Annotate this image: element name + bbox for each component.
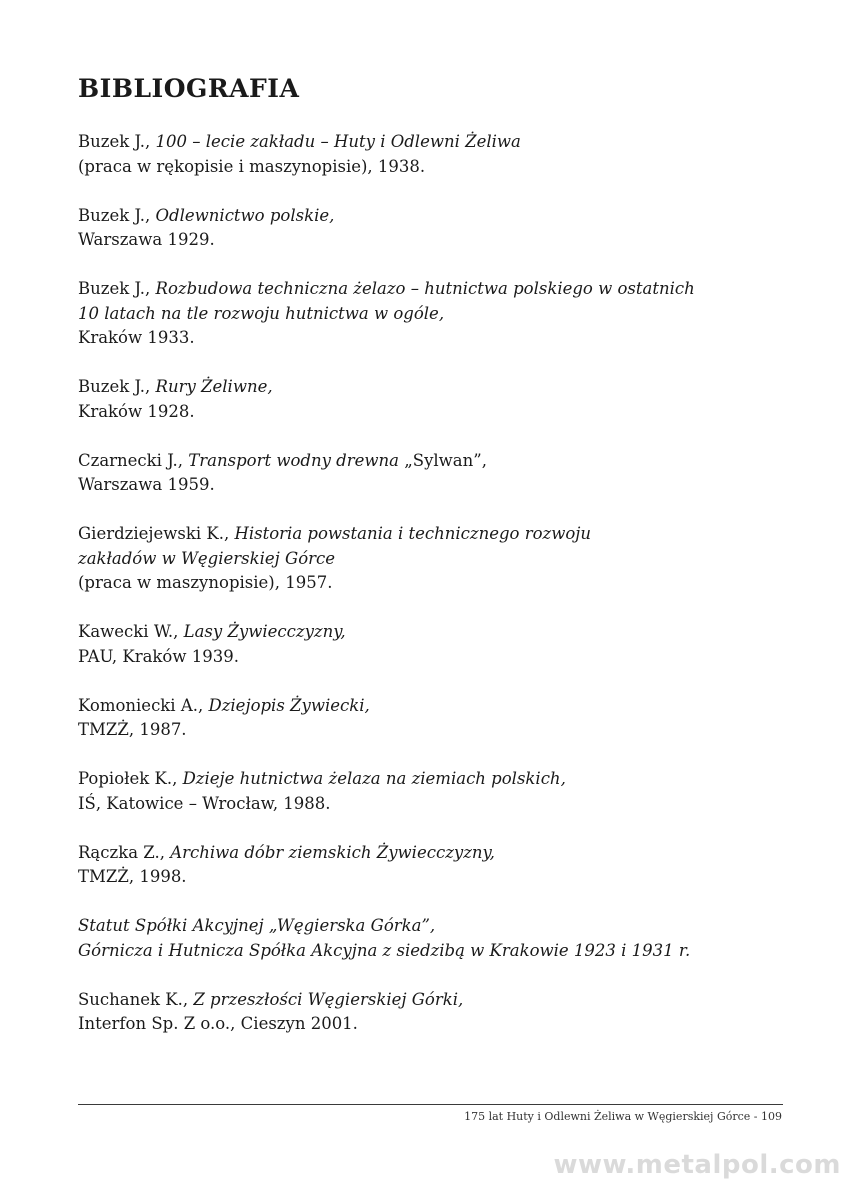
entry-text: (praca w maszynopisie), 1957. [78,573,333,592]
entry-line [78,841,778,866]
entry-title-text: Historia powstania i technicznego rozwoju [234,524,592,543]
bibliography-entry [78,620,778,669]
entry-text: Gierdziejewski K., [78,524,235,543]
entry-line [78,988,778,1013]
bibliography-entry [78,277,778,351]
entry-title-text: Rozbudowa techniczna żelazo – hutnictwa polskiego w ostatnich [155,279,695,298]
entry-text: „Sylwan”, [404,450,487,470]
page-footer: 175 lat Huty i Odlewni Żeliwa w Węgierskiej Górce - 109 [464,1110,782,1123]
entry-line [78,767,778,792]
footer-rule [78,1104,783,1105]
bibliography-list [78,130,778,1061]
entry-text: TMZŻ, 1998. [78,867,187,886]
entry-line [78,204,778,229]
entry-text: PAU, Kraków 1939. [78,646,239,666]
entry-text: Kraków 1928. [78,401,195,421]
entry-line [78,547,778,572]
entry-title-text: Dzieje hutnictwa żelaza na ziemiach polskich, [182,769,566,788]
entry-text: Komoniecki A., [78,695,209,715]
entry-line [78,1012,778,1037]
entry-title-text: Archiwa dóbr ziemskich Żywiecczyzny, [170,842,495,862]
bibliography-entry [78,841,778,890]
entry-line [78,473,778,498]
entry-text: Buzek J., [78,205,156,225]
entry-title-text: 100 – lecie zakładu – Huty i Odlewni Żeliwa [155,132,521,151]
entry-text: Interfon Sp. Z o.o., Cieszyn 2001. [78,1014,358,1033]
entry-title-text: Odlewnictwo polskie, [155,205,335,225]
entry-line [78,865,778,890]
entry-text: Kawecki W., [78,622,184,641]
entry-line [78,400,778,425]
entry-text: Warszawa 1929. [78,230,215,249]
entry-line [78,914,778,939]
entry-line [78,277,778,302]
entry-text: Warszawa 1959. [78,475,215,494]
entry-text: Buzek J., [78,377,156,396]
entry-text: Suchanek K., [78,989,194,1009]
entry-line [78,155,778,180]
entry-line [78,449,778,474]
entry-title-text: Lasy Żywiecczyzny, [183,622,346,641]
bibliography-entry [78,694,778,743]
bibliography-entry [78,375,778,424]
entry-text: Czarnecki J., [78,450,189,470]
entry-text: Buzek J., [78,279,156,298]
entry-line [78,792,778,817]
entry-title-text: Dziejopis Żywiecki, [208,695,370,715]
entry-line [78,571,778,596]
entry-line [78,645,778,670]
entry-title-text: Górnicza i Hutnicza Spółka Akcyjna z siedzibą w Krakowie 1923 i 1931 r. [78,940,691,960]
entry-line [78,522,778,547]
entry-line [78,326,778,351]
entry-title-text: zakładów w Węgierskiej Górce [78,548,336,568]
entry-title-text: Rury Żeliwne, [155,377,273,396]
entry-text: Kraków 1933. [78,328,195,347]
bibliography-entry [78,914,778,963]
entry-text: Buzek J., [78,132,156,151]
bibliography-entry [78,988,778,1037]
entry-line [78,130,778,155]
entry-line [78,302,778,327]
entry-text: IŚ, Katowice – Wrocław, 1988. [78,793,331,813]
entry-text: Rączka Z., [78,842,171,862]
bibliography-entry [78,767,778,816]
entry-title-text: 10 latach na tle rozwoju hutnictwa w ogóle, [78,303,445,323]
entry-title-text: Statut Spółki Akcyjnej „Węgierska Górka”, [78,916,436,935]
watermark: www.metalpol.com [553,1150,841,1180]
bibliography-entry [78,204,778,253]
entry-line [78,718,778,743]
entry-text: (praca w rękopisie i maszynopisie), 1938. [78,156,426,176]
bibliography-entry [78,130,778,179]
entry-text: TMZŻ, 1987. [78,720,187,739]
bibliography-entry [78,522,778,596]
entry-line [78,620,778,645]
page-title: BIBLIOGRAFIA [78,74,300,103]
entry-title-text: Z przeszłości Węgierskiej Górki, [193,989,464,1009]
entry-line [78,694,778,719]
bibliography-entry [78,449,778,498]
entry-line [78,939,778,964]
entry-text: Popiołek K., [78,769,183,788]
entry-line [78,228,778,253]
entry-line [78,375,778,400]
entry-title-text: Transport wodny drewna [188,450,405,470]
